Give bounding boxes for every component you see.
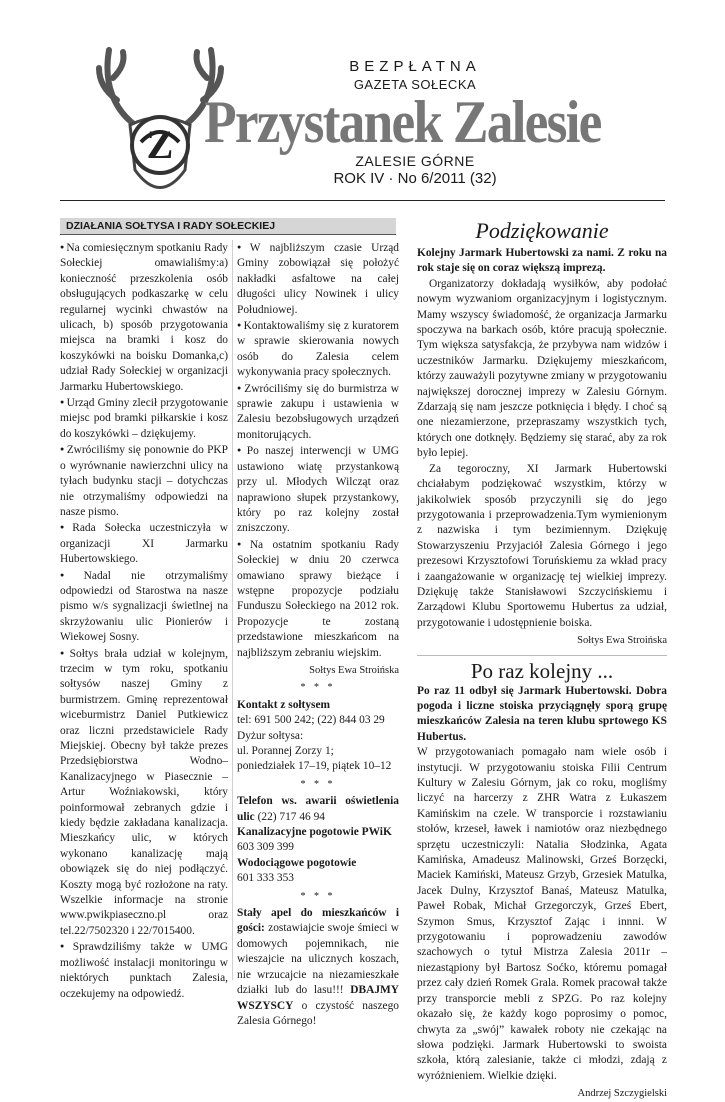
separator-stars: * * *	[300, 778, 336, 790]
article-paragraph: Za tegoroczny, XI Jarmark Hubertowski chciałabym podziękować wszystkim, którzy w jakikolwiek sposób przyczynili się do jego przygotowania i przeprowadzenia.Tym wymienionym z nazwiska i tym bezimiennym. Dziękuję Stowarzyszeniu Przyjaciół Zalesia Górnego i jego prezesowi Krzysztofowi Toruńskiemu za wkład pracy i zaangażowanie w organizację tej wielkiej imprezy. Dziękuję także Stanisławowi Szczycińskiemu i Zarządowi Klubu Sportowemu Hubertus za udział, przygotowanie i udostępnienie boiska.	[417, 462, 667, 629]
article-paragraph: W przygotowaniach pomagało nam wiele osób i instytucji. W przygotowaniu stoiska Filii Centrum Kultury w Zalesiu Górnym, jak co roku, mogliśmy liczyć na harcerzy z ZHR Watra z Łukaszem Kamińskim na czele. W transporcie i rozstawianiu stołów, krzeseł, ławek i namiotów oraz niezbędnego sprzętu uczestniczyli: Natalia Słodzinka, Agata Kamińska, Amadeusz Malinowski, Grześ Borzęcki, Maciek Kamiński, Mateusz Grzyb, Grzesiek Matulka, Jacek Dulny, Krzysztof Banaś, Mateusz Matulka, Paweł Robak, Michał Grzegorczyk, Grześ Ebert, Szymon Smus, Krzysztof Zając i innni. W przygotowaniu i poprowadzeniu zawodów szachowych o tytuł Mistrza Zalesia 2011r –niezastąpiony był Bartosz Soćko, któremu pomagał przez cały dzień Romek Grala. Romek pracował także przy transporcie mebli z SPZG. Po raz kolejny okazało się, że każdy kogo poprosimy o pomoc, chwyta za „swój” kawałek roboty nie czekając na słowa podzięki. Jarmark Hubertowski to swoista szkoła, którą zalesianie, także ci młodzi, zdają z wyróżnieniem. Wielkie dzięki.	[417, 746, 667, 1082]
pwik-emergency-label: Kanalizacyjne pogotowie PWiK	[237, 826, 392, 839]
appeal-care-rest: o czystość naszego Zalesia Górnego!	[237, 999, 399, 1027]
article-lead-thanks: Kolejny Jarmark Hubertowski za nami. Z roku na rok staje się on coraz większą imprezą.	[417, 247, 667, 275]
column-3	[417, 218, 667, 1102]
news-item: ● W najbliższym czasie Urząd Gminy zobowiązał się położyć nakładki asfaltowe na całej długości ulicy Nowinek i ulicy Południowej.	[237, 240, 399, 318]
news-item: ● Zwróciliśmy się do burmistrza w sprawie zakupu i ustawienia w Zalesiu bezobsługowych urządzeń monitorujących.	[237, 381, 399, 444]
news-item: ● Na ostatnim spotkaniu Rady Sołeckiej w dniu 20 czerwca omawiano sprawy bieżące i wstępne propozycje podziału Funduszu Sołeckiego na 2012 rok. Propozycje te zostaną przedstawione mieszkańcom na najbliższym zebraniu wiejskim.	[237, 537, 399, 661]
contact-phone: tel: 691 500 242; (22) 844 03 29	[237, 714, 385, 727]
separator-stars: * * *	[300, 890, 336, 902]
section-header-soltys: DZIAŁANIA SOŁTYSA I RADY SOŁECKIEJ	[60, 218, 396, 235]
masthead-kicker-gazette: GAZETA SOŁECKA	[353, 77, 477, 92]
article-lead-again: Po raz 11 odbył się Jarmark Hubertowski. Dobra pogoda i liczne stoiska przyciągnęły sporą grupę mieszkańców Zalesia na teren klubu sprtowego KS Hubertus.	[417, 684, 667, 743]
news-item: ● Na comiesięcznym spotkaniu Rady Sołeckiej omawialiśmy:a) konieczność przeszkolenia osób obsługujących podkaszarkę w celu regularnej wycinki chwastów na ulicach, b) sposób przygotowania miejsca na bramki i kosz do koszykówki na boisku Domanka,c) udział Rady Sołeckiej w organizacji Jarmarku Hubertowskiego.	[60, 240, 228, 395]
contact-heading: Kontakt z sołtysem	[237, 698, 331, 711]
news-item: ● Zwróciliśmy się ponownie do PKP o wyrównanie nawierzchni ulicy na tyłach budynku stacji – dotychczas nie otrzymaliśmy odpowiedzi na nasze pismo.	[60, 442, 228, 520]
article-heading-again: Po raz kolejny ...	[417, 655, 667, 684]
lighting-emergency	[237, 794, 399, 825]
column-2	[237, 240, 399, 1029]
lighting-emergency-label: Telefon ws. awarii oświetlenia ulic	[237, 795, 399, 823]
appeal-paragraph	[237, 906, 399, 1029]
duty-label: Dyżur sołtysa:	[237, 729, 304, 742]
pwik-emergency-phone: 603 309 399	[237, 841, 294, 854]
news-item: ● Nadal nie otrzymaliśmy odpowiedzi od Starostwa na nasze pismo w/s sygnalizacji świetlnej na skrzyżowaniu ulic Pionierów i Wiekowej Sosny.	[60, 568, 228, 646]
separator-stars: * * *	[300, 682, 336, 694]
svg-text:Z: Z	[146, 122, 174, 167]
news-item: ● Rada Sołecka uczestniczyła w organizacji XI Jarmarku Hubertowskiego.	[60, 520, 228, 567]
duty-address: ul. Porannej Zorzy 1;	[237, 745, 334, 757]
water-emergency-phone: 601 333 353	[237, 872, 294, 885]
article-heading-thanks: Podziękowanie	[475, 218, 609, 243]
masthead-issue: ROK IV · No 6/2011 (32)	[333, 170, 497, 187]
signature-thanks: Sołtys Ewa Stroińska	[577, 635, 667, 647]
masthead-title: Przystanek Zalesie	[204, 89, 601, 155]
appeal-care-bold: DBAJMY WSZYSCY	[237, 984, 399, 1012]
news-item: ● Sołtys brała udział w kolejnym, trzecim w tym roku, spotkaniu sołtysów naszej Gminy z burmistrzem. Gminę reprezentował wiceburmistrz Daniel Putkiewicz oraz liczni przedstawiciele Rady Miejskiej. Obecny był także prezes Przedsiębiorstwa Wodno–Kanalizacyjnego w Piasecznie – Artur Woźniakowski, który poinformował zebranych gdzie i kiedy będzie zakładana kanalizacja. Mieszkańcy ulic, w których wykonano kanalizację mają obowiązek się do niej podłączyć. Koszty mogą być rozłożone na raty. Wszelkie informacje na stronie www.pwikpiaseczno.pl oraz tel.22/7502320 i 22/7015400.	[60, 646, 228, 940]
article-paragraph: Organizatorzy dokładają wysiłków, aby podołać nowym wyzwaniom organizacyjnym i logistycznym. Mamy wszyscy świadomość, że organizacja Jarmarku spoczywa na barkach osób, które pracują społecznie. Tym większa satysfakcja, że przybywa nam widzów i uczestników Jarmarku. Dziękujemy mieszkańcom, którzy zauważyli pozytywne zmiany w przygotowaniu największej dorocznej imprezy w Zalesiu Górnym. Zdarzają się nam jeszcze potknięcia i błędy. I choć są one niezamierzone, przepraszamy wszystkich tych, których one dotknęły. Będziemy się starać, aby za rok było lepiej.	[417, 277, 667, 460]
signature-again: Andrzej Szczygielski	[577, 1088, 667, 1100]
news-item: ● Kontaktowaliśmy się z kuratorem w sprawie skierowania nowych osób do Zalesia celem wykonywania pracy społecznych.	[237, 318, 399, 381]
appeal-lead: Stały apel do mieszkańców i gości:	[237, 907, 399, 935]
column-1	[60, 240, 228, 1002]
masthead-kicker-free: BEZPŁATNA	[349, 58, 481, 75]
news-item: ● Sprawdziliśmy także w UMG możliwość instalacji monitoringu w niektórych punktach Zalesia, oczekujemy na odpowiedź.	[60, 939, 228, 1002]
appeal-body: zostawiajcie swoje śmieci w domowych pojemnikach, nie wieszajcie na ulicznych koszach, nie wrzucajcie na niezamieszkałe działki lub do lasu!!!	[237, 922, 399, 997]
masthead-place: ZALESIE GÓRNE	[355, 153, 475, 169]
signature-soltys: Sołtys Ewa Stroińska	[309, 664, 399, 676]
water-emergency-label: Wodociągowe pogotowie	[237, 856, 357, 869]
news-item: ● Po naszej interwencji w UMG ustawiono wiatę przystankową przy ul. Młodych Wilcząt oraz naprawiono słupek przystankowy, który po raz kolejny został zniszczony.	[237, 443, 399, 536]
column-divider	[232, 240, 233, 980]
duty-hours: poniedziałek 17–19, piątek 10–12	[237, 760, 392, 773]
news-item: ● Urząd Gminy zlecił przygotowanie miejsc pod bramki piłkarskie i kosz do koszykówki – dziękujemy.	[60, 395, 228, 442]
lighting-emergency-phone: (22) 717 46 94	[257, 810, 325, 823]
masthead-divider	[60, 200, 665, 201]
